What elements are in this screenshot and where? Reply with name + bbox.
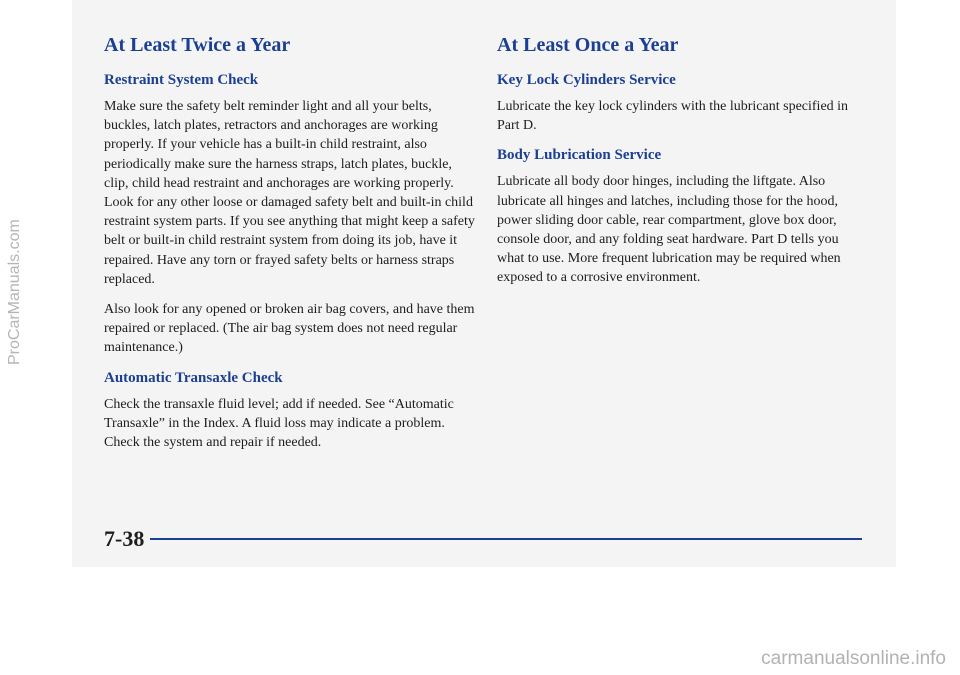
footer-divider xyxy=(150,538,862,540)
automatic-transaxle-check-heading: Automatic Transaxle Check xyxy=(104,369,283,386)
right-column-title: At Least Once a Year xyxy=(497,34,679,56)
key-lock-cylinders-paragraph: Lubricate the key lock cylinders with the lubricant specified in Part D. xyxy=(497,99,849,134)
left-column-title: At Least Twice a Year xyxy=(104,34,291,56)
body-lubrication-heading: Body Lubrication Service xyxy=(497,147,662,164)
body-lubrication-paragraph: Lubricate all body door hinges, including the liftgate. Also lubricate all hinges and latches, including those for the hood, power sliding door cable, rear compartment, glove box door, console door, and any folding seat hardware. Part D tells you what to use. More frequent lubrication may be required when exposed to a corrosive environment. xyxy=(497,174,841,286)
side-watermark: ProCarManuals.com xyxy=(6,219,23,365)
restraint-system-check-heading: Restraint System Check xyxy=(104,72,259,88)
left-column xyxy=(104,33,476,463)
right-column xyxy=(497,33,869,299)
restraint-system-paragraph-2: Also look for any opened or broken air bag covers, and have them repaired or replaced. (The air bag system does not need regular maintenance.) xyxy=(104,302,475,356)
restraint-system-paragraph-1: Make sure the safety belt reminder light and all your belts, buckles, latch plates, retractors and anchorages are working properly. If your vehicle has a built-in child restraint, also periodically make sure the harness straps, latch plates, buckle, clip, child head restraint and anchorages are working properly. Look for any other loose or damaged safety belt and built-in child restraint system parts. If you see anything that might keep a safety belt or built-in child restraint system from doing its job, have it repaired. Have any torn or frayed safety belts or harness straps replaced. xyxy=(104,99,475,287)
bottom-watermark: carmanualsonline.info xyxy=(761,648,946,669)
key-lock-cylinders-heading: Key Lock Cylinders Service xyxy=(497,72,676,88)
page-number: 7-38 xyxy=(104,526,145,551)
automatic-transaxle-paragraph: Check the transaxle fluid level; add if needed. See “Automatic Transaxle” in the Index. A fluid loss may indicate a problem. Check the system and repair if needed. xyxy=(104,396,454,451)
